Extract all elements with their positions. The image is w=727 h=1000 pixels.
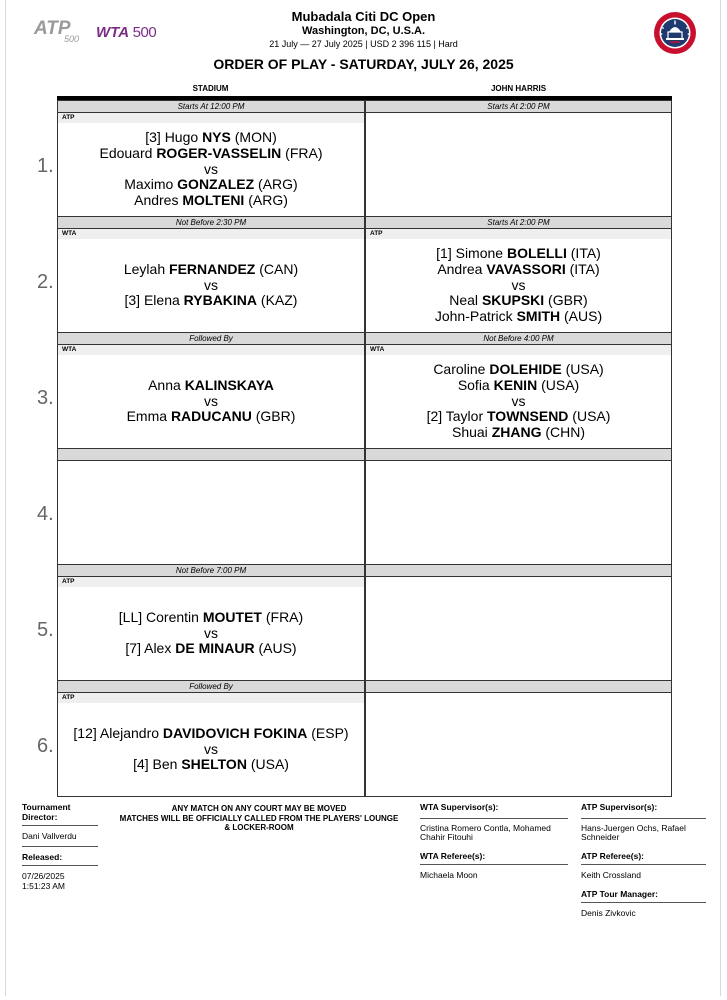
match-players bbox=[366, 239, 671, 332]
tour-badge: ATP bbox=[366, 229, 671, 239]
player-country: (GBR) bbox=[251, 408, 296, 425]
player-country: (CAN) bbox=[255, 260, 299, 277]
player-last-name: KALINSKAYA bbox=[184, 376, 274, 393]
player-last-name: KENIN bbox=[493, 376, 538, 393]
wta-supervisor-label: WTA Supervisor(s): bbox=[420, 803, 568, 819]
player-line bbox=[125, 641, 296, 657]
tour-badge: ATP bbox=[58, 693, 364, 703]
player-line bbox=[124, 177, 297, 193]
player-line bbox=[127, 409, 296, 425]
player-country: (MON) bbox=[230, 129, 277, 145]
match-cell bbox=[365, 680, 672, 797]
atp-referee-label: ATP Referee(s): bbox=[581, 852, 706, 866]
match-cell bbox=[365, 216, 672, 333]
match-players bbox=[366, 355, 671, 448]
player-first-name: [7] Alex bbox=[125, 640, 176, 657]
row-number: 6. bbox=[37, 735, 54, 757]
match-players bbox=[58, 123, 364, 216]
match-cell bbox=[365, 332, 672, 449]
player-first-name: Edouard bbox=[99, 144, 157, 161]
row-number: 4. bbox=[37, 503, 54, 525]
player-country: (FRA) bbox=[261, 608, 304, 625]
match-time-header: Starts At 2:00 PM bbox=[366, 217, 671, 229]
tournament-title: Mubadala Citi DC Open bbox=[291, 9, 436, 24]
schedule-grid bbox=[57, 96, 672, 796]
match-time-header: Not Before 4:00 PM bbox=[366, 333, 671, 345]
player-line bbox=[73, 726, 348, 742]
row-number: 2. bbox=[37, 271, 54, 293]
player-line bbox=[458, 378, 579, 394]
player-line bbox=[133, 757, 289, 773]
wta-logo-number: 500 bbox=[132, 24, 157, 41]
player-first-name: [2] Taylor bbox=[426, 408, 487, 425]
player-line bbox=[449, 293, 587, 309]
player-last-name: NYS bbox=[202, 129, 231, 145]
match-cell bbox=[57, 216, 365, 333]
player-last-name: MOUTET bbox=[202, 608, 262, 625]
player-first-name: Neal bbox=[449, 292, 482, 309]
player-first-name: Shuai bbox=[451, 424, 492, 441]
versus-label: vs bbox=[204, 740, 218, 757]
match-players bbox=[58, 703, 364, 796]
match-time-header bbox=[366, 565, 671, 577]
versus-label: vs bbox=[204, 392, 218, 409]
atp-supervisor-label: ATP Supervisor(s): bbox=[581, 803, 706, 819]
atp-officials-block bbox=[581, 803, 706, 919]
match-time-header bbox=[366, 681, 671, 693]
player-line bbox=[125, 293, 298, 309]
player-first-name: Emma bbox=[126, 408, 171, 425]
player-country: (USA) bbox=[537, 376, 580, 393]
atp-logo-number: 500 bbox=[64, 34, 80, 44]
atp-logo-text: ATP bbox=[34, 18, 71, 39]
player-last-name: SHELTON bbox=[181, 756, 247, 773]
player-first-name: [3] Elena bbox=[124, 292, 184, 309]
released-date: 07/26/2025 bbox=[22, 871, 65, 881]
versus-label: vs bbox=[204, 160, 218, 177]
player-country: (FRA) bbox=[281, 144, 323, 161]
player-first-name: [4] Ben bbox=[133, 756, 182, 773]
player-first-name: Caroline bbox=[433, 361, 490, 377]
player-country: (ARG) bbox=[244, 192, 288, 209]
versus-label: vs bbox=[511, 276, 526, 293]
player-first-name: Leylah bbox=[123, 260, 170, 277]
player-country: (GBR) bbox=[544, 292, 588, 309]
atp-supervisor-names: Hans-Juergen Ochs, Rafael Schneider bbox=[581, 822, 686, 842]
player-line bbox=[435, 309, 602, 325]
player-first-name: Sofia bbox=[457, 376, 494, 393]
player-country: (CHN) bbox=[541, 424, 586, 441]
player-country: (KAZ) bbox=[257, 292, 298, 309]
player-last-name: BOLELLI bbox=[506, 245, 567, 261]
player-country: (AUS) bbox=[254, 640, 297, 657]
player-line bbox=[124, 262, 298, 278]
tour-badge: WTA bbox=[366, 345, 671, 355]
player-last-name: DAVIDOVICH FOKINA bbox=[162, 724, 308, 741]
match-players bbox=[58, 587, 364, 680]
match-cell bbox=[57, 680, 365, 797]
player-last-name: MOLTENI bbox=[182, 192, 245, 209]
player-first-name: John-Patrick bbox=[434, 308, 517, 325]
match-cell bbox=[57, 448, 365, 565]
tour-badge: WTA bbox=[58, 229, 364, 239]
released-label: Released: bbox=[22, 853, 98, 867]
match-cell bbox=[57, 564, 365, 681]
match-time-header: Not Before 2:30 PM bbox=[58, 217, 364, 229]
player-line bbox=[436, 246, 601, 262]
match-players bbox=[58, 355, 364, 448]
row-number: 1. bbox=[37, 155, 54, 177]
match-time-header: Followed By bbox=[58, 333, 364, 345]
match-cell bbox=[365, 100, 672, 217]
match-time-header bbox=[366, 449, 671, 461]
tournament-director-name: Dani Vallverdu bbox=[22, 832, 98, 847]
match-cell bbox=[57, 332, 365, 449]
player-last-name: DOLEHIDE bbox=[489, 361, 562, 377]
row-number: 3. bbox=[37, 387, 54, 409]
atp-referee-name: Keith Crossland bbox=[581, 870, 642, 880]
match-time-header bbox=[58, 449, 364, 461]
player-last-name: SKUPSKI bbox=[481, 292, 545, 309]
court-label-stadium: STADIUM bbox=[192, 84, 229, 93]
player-last-name: GONZALEZ bbox=[177, 176, 255, 193]
tournament-director-block bbox=[22, 803, 98, 891]
player-first-name: Maximo bbox=[124, 176, 178, 193]
player-first-name: [LL] Corentin bbox=[118, 608, 203, 625]
atp-tour-manager-name: Denis Zivkovic bbox=[581, 908, 636, 918]
player-last-name: RYBAKINA bbox=[183, 292, 258, 309]
wta-logo-text: WTA bbox=[96, 24, 129, 41]
player-line bbox=[99, 146, 322, 162]
match-time-header: Starts At 12:00 PM bbox=[58, 101, 364, 113]
player-country: (ARG) bbox=[254, 176, 298, 193]
player-last-name: TOWNSEND bbox=[487, 408, 569, 425]
player-line bbox=[437, 262, 599, 278]
player-last-name: SMITH bbox=[516, 308, 561, 325]
wta-supervisor-names: Cristina Romero Contla, Mohamed Chahir Fitouhi bbox=[420, 822, 551, 842]
player-country: (USA) bbox=[568, 408, 611, 425]
versus-label: vs bbox=[511, 392, 526, 409]
match-time-header: Starts At 2:00 PM bbox=[366, 101, 671, 113]
wta-referee-label: WTA Referee(s): bbox=[420, 852, 568, 866]
player-first-name: Andrea bbox=[437, 260, 487, 277]
player-country: (AUS) bbox=[560, 308, 603, 325]
notice-line-3: & LOCKER-ROOM bbox=[224, 823, 294, 832]
player-line bbox=[427, 409, 611, 425]
match-cell bbox=[57, 100, 365, 217]
match-cell bbox=[365, 448, 672, 565]
player-last-name: ZHANG bbox=[491, 424, 542, 441]
player-last-name: RADUCANU bbox=[170, 408, 252, 425]
wta-officials-block bbox=[420, 803, 568, 881]
player-line bbox=[452, 425, 585, 441]
versus-label: vs bbox=[204, 624, 218, 641]
notice-line-1: ANY MATCH ON ANY COURT MAY BE MOVED bbox=[171, 804, 347, 813]
versus-label: vs bbox=[204, 276, 218, 293]
player-country: (ITA) bbox=[565, 260, 600, 277]
match-players bbox=[58, 239, 364, 332]
player-last-name: VAVASSORI bbox=[486, 260, 566, 277]
player-country: (ESP) bbox=[307, 724, 349, 741]
row-number: 5. bbox=[37, 619, 54, 641]
tour-badge: WTA bbox=[58, 345, 364, 355]
player-line bbox=[134, 193, 288, 209]
wta-referee-name: Michaela Moon bbox=[420, 870, 478, 880]
player-country: (USA) bbox=[561, 361, 604, 377]
order-of-play-title: ORDER OF PLAY - SATURDAY, JULY 26, 2025 bbox=[213, 56, 514, 72]
player-first-name: [3] Hugo bbox=[145, 129, 203, 145]
player-last-name: ROGER-VASSELIN bbox=[156, 144, 282, 161]
match-time-header: Not Before 7:00 PM bbox=[58, 565, 364, 577]
tournament-seal-logo bbox=[653, 11, 697, 55]
player-country: (ITA) bbox=[566, 245, 601, 261]
player-line bbox=[119, 610, 303, 626]
tour-badge: ATP bbox=[58, 113, 364, 123]
tournament-director-label: Tournament Director: bbox=[22, 803, 98, 826]
court-notice bbox=[100, 804, 418, 833]
match-time-header: Followed By bbox=[58, 681, 364, 693]
tournament-info: 21 July — 27 July 2025 | USD 2 396 115 | Hard bbox=[269, 39, 458, 49]
player-last-name: FERNANDEZ bbox=[169, 260, 256, 277]
player-line bbox=[148, 378, 274, 394]
tour-badge: ATP bbox=[58, 577, 364, 587]
released-time: 1:51:23 AM bbox=[22, 880, 66, 891]
player-line bbox=[433, 362, 603, 378]
atp-tour-manager-label: ATP Tour Manager: bbox=[581, 890, 706, 904]
court-label-john-harris: JOHN HARRIS bbox=[490, 84, 547, 93]
tournament-location: Washington, DC, U.S.A. bbox=[301, 25, 426, 37]
notice-line-2: MATCHES WILL BE OFFICIALLY CALLED FROM THE PLAYERS' LOUNGE bbox=[119, 813, 399, 823]
player-line bbox=[145, 130, 277, 146]
player-first-name: Anna bbox=[148, 376, 185, 393]
player-last-name: DE MINAUR bbox=[175, 640, 255, 657]
player-first-name: [12] Alejandro bbox=[73, 724, 163, 741]
player-first-name: Andres bbox=[134, 192, 183, 209]
player-first-name: [1] Simone bbox=[436, 245, 507, 261]
match-cell bbox=[365, 564, 672, 681]
player-country: (USA) bbox=[246, 756, 289, 773]
